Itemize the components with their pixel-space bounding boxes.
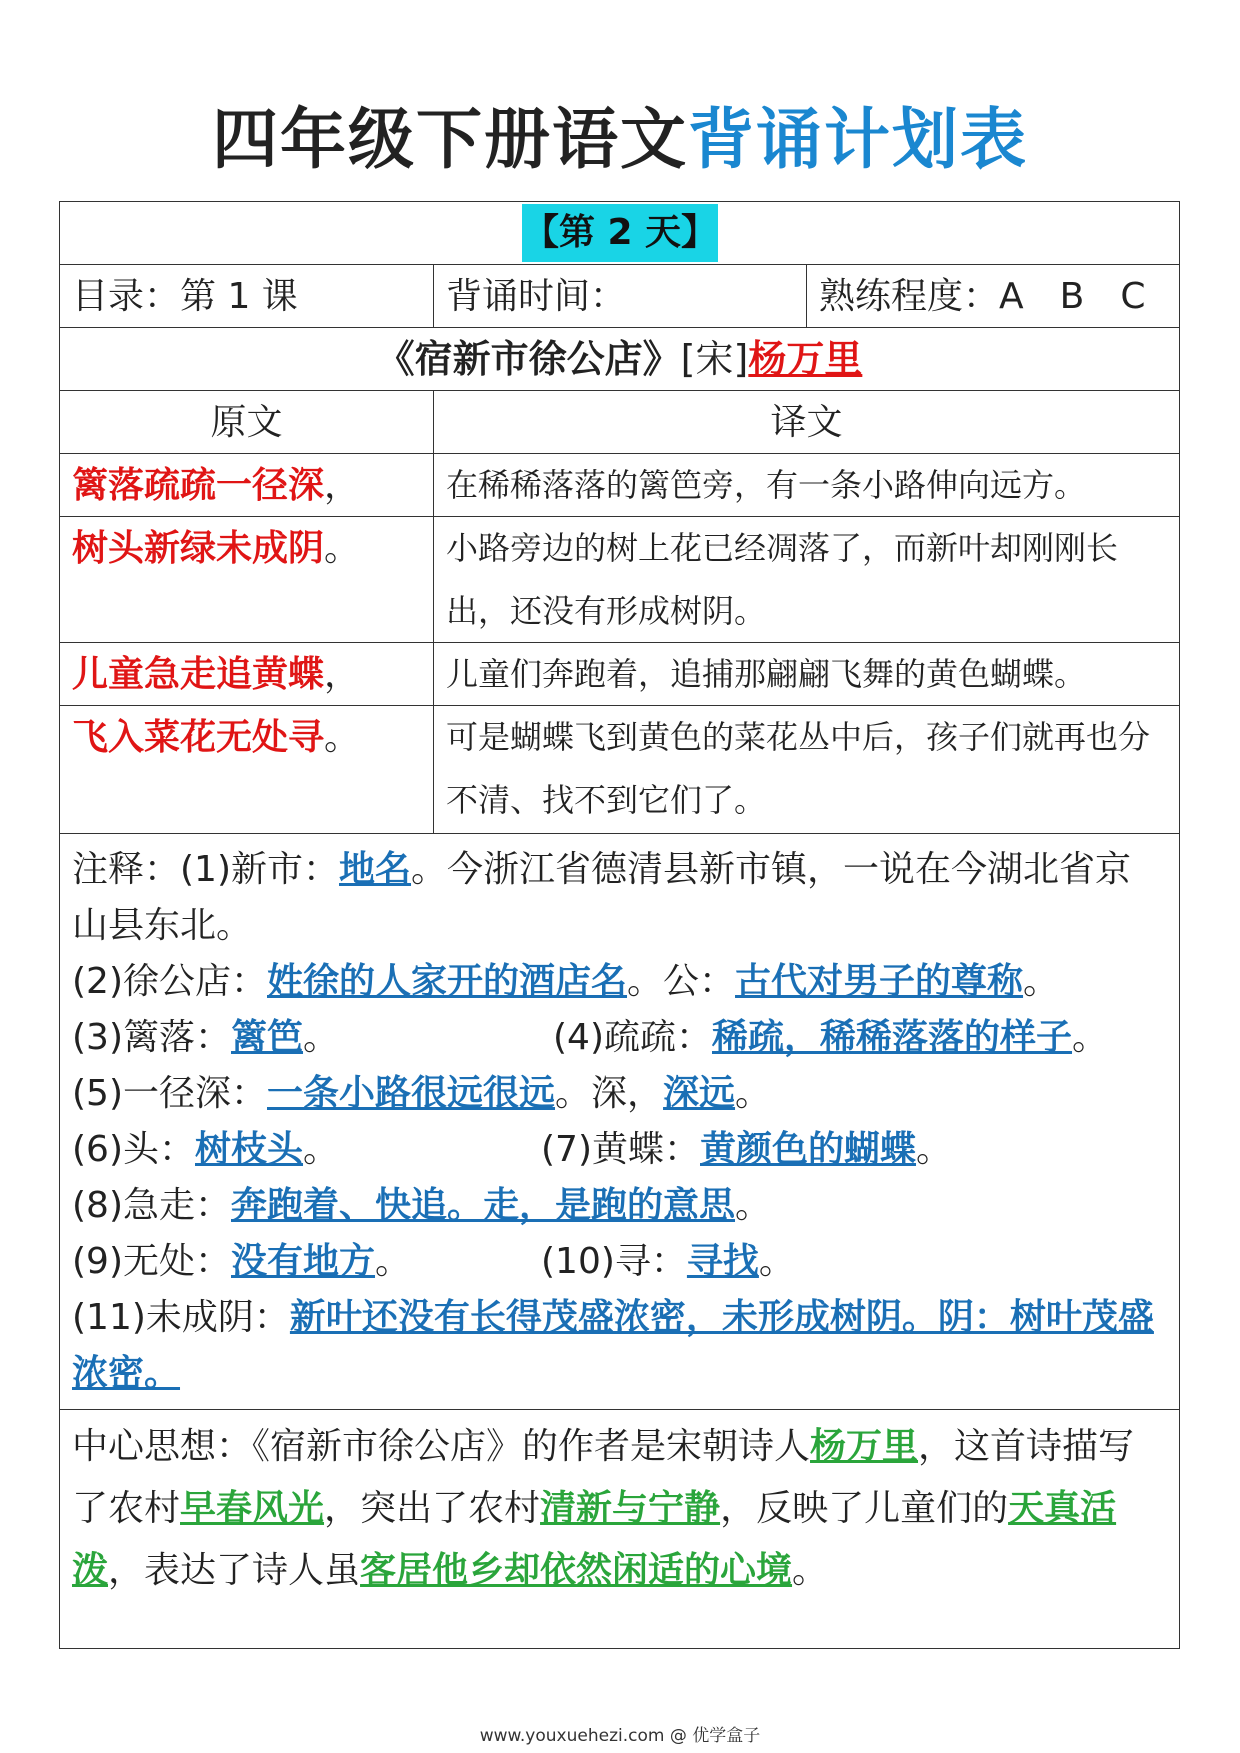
original-punct: 。 (324, 717, 361, 758)
note-prefix: (9)无处： (72, 1241, 231, 1282)
original-line (60, 643, 434, 705)
original-punct: 。 (324, 528, 361, 569)
summary-text: 中心思想：《宿新市徐公店》的作者是宋朝诗人 (72, 1426, 811, 1467)
translation-text: 儿童们奔跑着，追捕那翩翩飞舞的黄色蝴蝶。 (446, 655, 1087, 693)
note-text: 。 (303, 1129, 340, 1170)
summary-text: ，表达了诗人虽 (108, 1550, 361, 1591)
translation-text: 在稀稀落落的篱笆旁，有一条小路伸向远方。 (446, 466, 1087, 504)
note-line (72, 898, 1167, 954)
proficiency-label: 熟练程度：A B C (819, 276, 1146, 317)
note-prefix: (4)疏疏： (553, 1017, 712, 1058)
note-answer: 黄颜色的蝴蝶 (700, 1129, 917, 1170)
note-prefix: (11)未成阴： (72, 1297, 290, 1338)
footer-watermark: www.youxuehezi.com @ 优学盒子 (479, 1726, 761, 1746)
day-row (60, 202, 1179, 265)
poem-name: 《宿新市徐公店》 (376, 337, 681, 381)
summary-line (72, 1416, 1167, 1478)
title-black: 四年级下册语文 (212, 101, 688, 178)
note-prefix: 注释：(1)新市： (72, 849, 339, 890)
note-text: 。 (758, 1241, 795, 1282)
poem-line-row (60, 706, 1179, 834)
note-prefix: (3)篱落： (72, 1017, 231, 1058)
page-title (0, 100, 1240, 180)
summary-highlight: 天真活 (1008, 1488, 1117, 1529)
note-answer: 奔跑着、快追。走，是跑的意思 (231, 1185, 736, 1226)
note-text: 。 (375, 1241, 412, 1282)
note-line (72, 1122, 1167, 1178)
summary-text: 了农村 (72, 1488, 181, 1529)
note-prefix: (7)黄蝶： (541, 1129, 700, 1170)
note-answer: 地名 (339, 849, 412, 890)
poem-line-row (60, 454, 1179, 517)
note-line (72, 1178, 1167, 1234)
note-line (72, 842, 1167, 898)
note-text: 。公： (627, 961, 736, 1002)
note-answer: 姓徐的人家开的酒店名 (267, 961, 628, 1002)
poem-author: 杨万里 (748, 337, 863, 381)
note-answer: 新叶还没有长得茂盛浓密，未形成树阴。阴：树叶茂盛 (289, 1297, 1154, 1338)
summary-highlight: 客居他乡却依然闲适的心境 (360, 1550, 793, 1591)
note-line (72, 1234, 1167, 1290)
summary-line (72, 1478, 1167, 1540)
note-line (72, 954, 1167, 1010)
note-prefix: (6)头： (72, 1129, 195, 1170)
note-answer: 没有地方 (231, 1241, 376, 1282)
note-answer: 一条小路很远很远 (267, 1073, 556, 1114)
note-text: 。 (1023, 961, 1060, 1002)
summary-line (72, 1540, 1167, 1602)
note-answer: 稀疏，稀稀落落的样子 (712, 1017, 1073, 1058)
note-text: 。今浙江省德清县新市镇，一说在今湖北省京 (411, 849, 1132, 890)
poem-line-row (60, 643, 1179, 706)
poem-dynasty: [宋] (680, 337, 749, 381)
day-badge: 【第 2 天】 (522, 204, 718, 262)
catalog-label: 目录：第 1 课 (72, 276, 298, 317)
note-answer: 深远 (663, 1073, 736, 1114)
note-second-column (553, 1010, 1108, 1066)
original-text: 树头新绿未成阴 (72, 528, 325, 569)
note-line (72, 1290, 1167, 1346)
poem-line-row (60, 517, 1179, 643)
note-second-column (541, 1234, 795, 1290)
original-punct: ， (324, 654, 361, 695)
summary-text: ，突出了农村 (324, 1488, 541, 1529)
poem-title-row (60, 328, 1179, 391)
summary-text: ，这首诗描写 (918, 1426, 1135, 1467)
recitation-table (59, 201, 1180, 1649)
original-header: 原文 (60, 391, 434, 453)
note-text: 。 (916, 1129, 953, 1170)
original-punct: ， (324, 465, 361, 506)
note-answer: 浓密。 (72, 1353, 181, 1394)
note-prefix: (8)急走： (72, 1185, 231, 1226)
note-answer: 古代对男子的尊称 (735, 961, 1024, 1002)
note-text: 山县东北。 (72, 905, 253, 946)
translation-line (434, 643, 1179, 705)
translation-line (434, 517, 1179, 642)
original-line (60, 454, 434, 516)
note-prefix: (10)寻： (541, 1241, 687, 1282)
summary-highlight: 泼 (72, 1550, 109, 1591)
note-line (72, 1346, 1167, 1402)
title-blue: 背诵计划表 (688, 101, 1028, 178)
notes-section (60, 834, 1179, 1410)
translation-line (434, 706, 1179, 833)
note-line (72, 1066, 1167, 1122)
note-text: 。 (1072, 1017, 1109, 1058)
central-idea-section (60, 1410, 1179, 1648)
note-second-column (541, 1122, 952, 1178)
translation-text: 小路旁边的树上花已经凋落了，而新叶却刚刚长 (446, 529, 1119, 567)
note-text: 。 (735, 1073, 772, 1114)
translation-text: 不清、找不到它们了。 (446, 781, 767, 819)
translation-line (434, 454, 1179, 516)
translation-text: 可是蝴蝶飞到黄色的菜花丛中后，孩子们就再也分 (446, 718, 1151, 756)
proficiency-cell (807, 265, 1181, 327)
note-prefix: (5)一径深： (72, 1073, 267, 1114)
original-line (60, 706, 434, 833)
summary-highlight: 早春风光 (180, 1488, 325, 1529)
info-row (60, 265, 1179, 328)
catalog-cell (60, 265, 434, 327)
recite-time-cell (434, 265, 807, 327)
note-text: 。深， (555, 1073, 664, 1114)
column-header-row (60, 391, 1179, 454)
original-line (60, 517, 434, 642)
note-answer: 寻找 (686, 1241, 759, 1282)
note-line (72, 1010, 1167, 1066)
summary-highlight: 清新与宁静 (540, 1488, 721, 1529)
note-text: 。 (735, 1185, 772, 1226)
note-prefix: (2)徐公店： (72, 961, 267, 1002)
recite-time-label: 背诵时间： (446, 276, 627, 317)
summary-text: ，反映了儿童们的 (720, 1488, 1009, 1529)
summary-highlight: 杨万里 (810, 1426, 919, 1467)
translation-text: 出，还没有形成树阴。 (446, 592, 767, 630)
note-answer: 树枝头 (195, 1129, 304, 1170)
summary-text: 。 (792, 1550, 829, 1591)
note-answer: 篱笆 (231, 1017, 304, 1058)
translation-header: 译文 (770, 402, 843, 443)
original-text: 篱落疏疏一径深 (72, 465, 325, 506)
note-text: 。 (303, 1017, 340, 1058)
original-text: 儿童急走追黄蝶 (72, 654, 325, 695)
original-text: 飞入菜花无处寻 (72, 717, 325, 758)
